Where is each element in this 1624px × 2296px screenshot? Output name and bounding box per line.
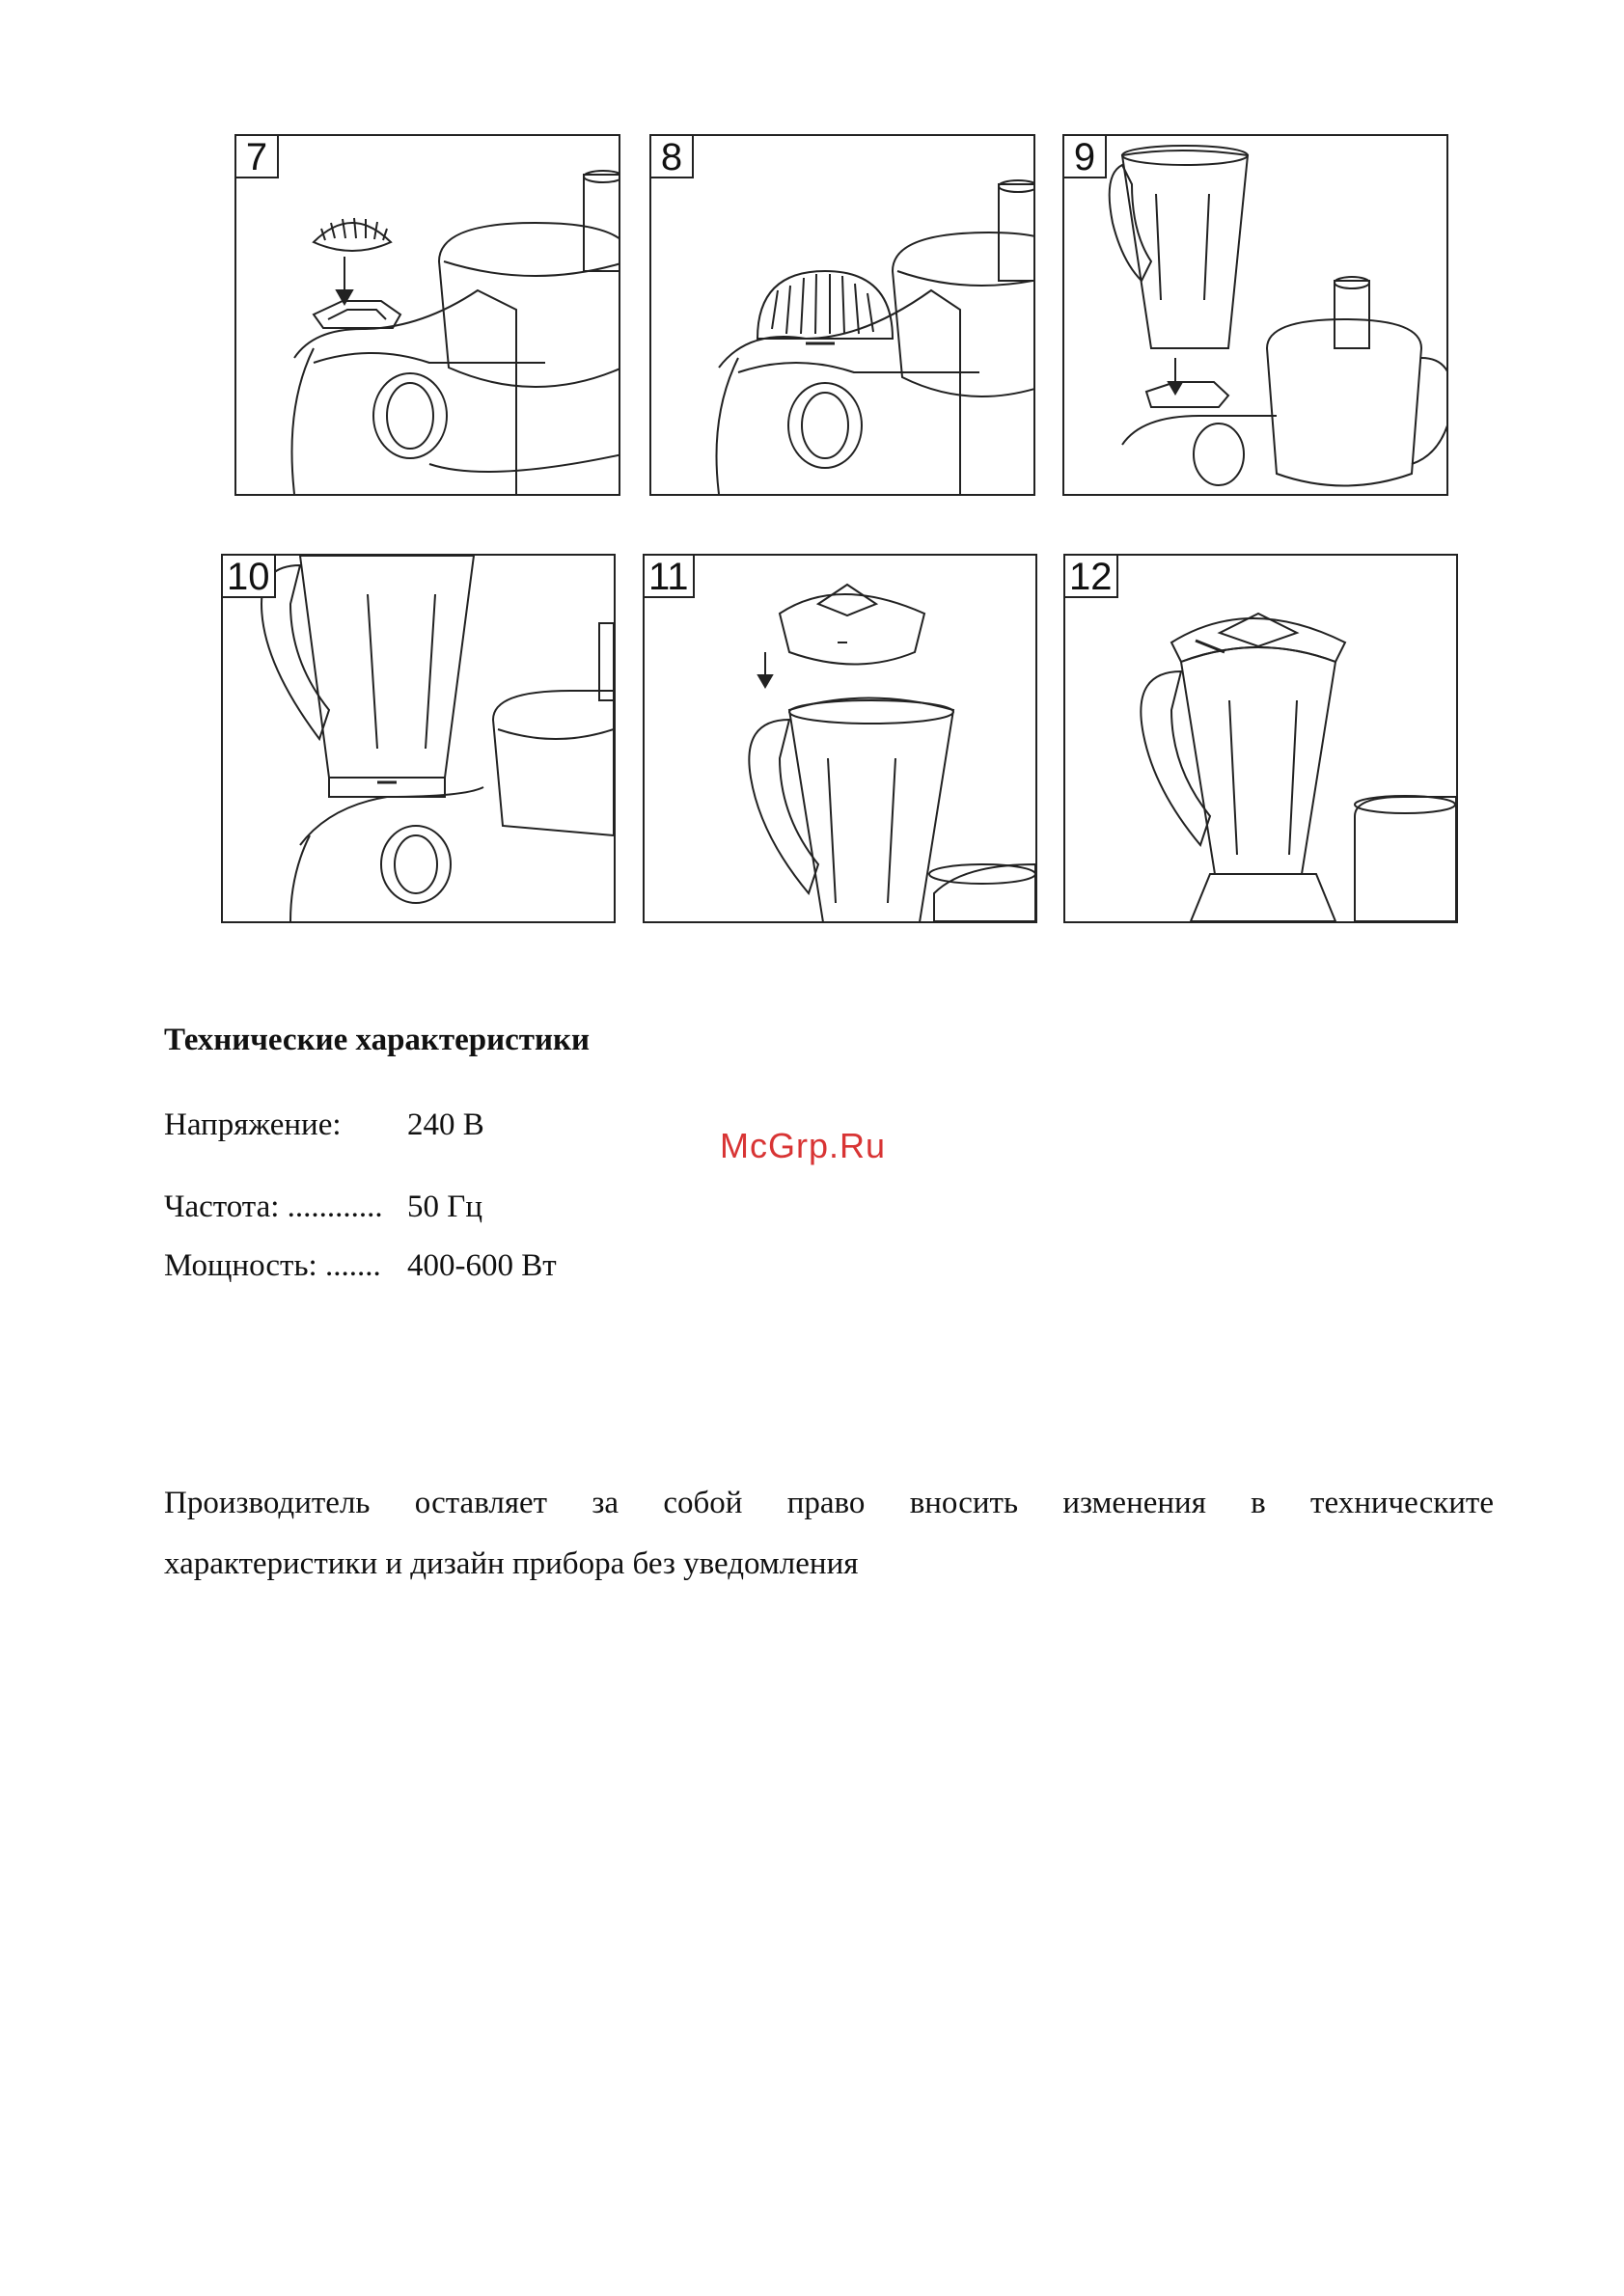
spec-frequency-value: 50 Гц <box>407 1189 482 1224</box>
specs-heading: Технические характеристики <box>164 1023 591 1057</box>
watermark: McGrp.Ru <box>720 1126 887 1165</box>
spec-voltage <box>164 1107 484 1143</box>
spec-voltage-value: 240 В <box>407 1107 484 1142</box>
step-number-7: 7 <box>236 136 279 178</box>
step-number-8: 8 <box>651 136 694 178</box>
spec-voltage-label: Напряжение: <box>164 1107 342 1142</box>
figure-step-12 <box>1063 554 1458 923</box>
step-number-10: 10 <box>223 556 276 598</box>
figure-step-10 <box>221 554 616 923</box>
spec-power-label: Мощность: ....... <box>164 1248 381 1283</box>
spec-power-value: 400-600 Вт <box>407 1248 557 1283</box>
disclaimer-paragraph <box>164 1473 1494 1595</box>
spec-frequency-label: Частота: ............ <box>164 1189 383 1224</box>
figure-step-9 <box>1062 134 1448 496</box>
disclaimer-line-1: Производитель оставляет за собой право вносить изменения в техническите <box>164 1486 1494 1520</box>
figure-10-drawing <box>223 556 614 921</box>
step-number-9: 9 <box>1064 136 1107 178</box>
figure-step-8 <box>649 134 1035 496</box>
figure-7-drawing <box>236 136 619 494</box>
figure-8-drawing <box>651 136 1033 494</box>
figure-step-7 <box>234 134 620 496</box>
spec-frequency <box>164 1189 482 1225</box>
step-number-12: 12 <box>1065 556 1118 598</box>
figure-11-drawing <box>645 556 1035 921</box>
figure-step-11 <box>643 554 1037 923</box>
spec-power <box>164 1248 557 1284</box>
disclaimer-line-2: характеристики и дизайн прибора без уведомления <box>164 1546 859 1581</box>
figure-9-drawing <box>1064 136 1446 494</box>
figure-12-drawing <box>1065 556 1456 921</box>
step-number-11: 11 <box>645 556 695 598</box>
